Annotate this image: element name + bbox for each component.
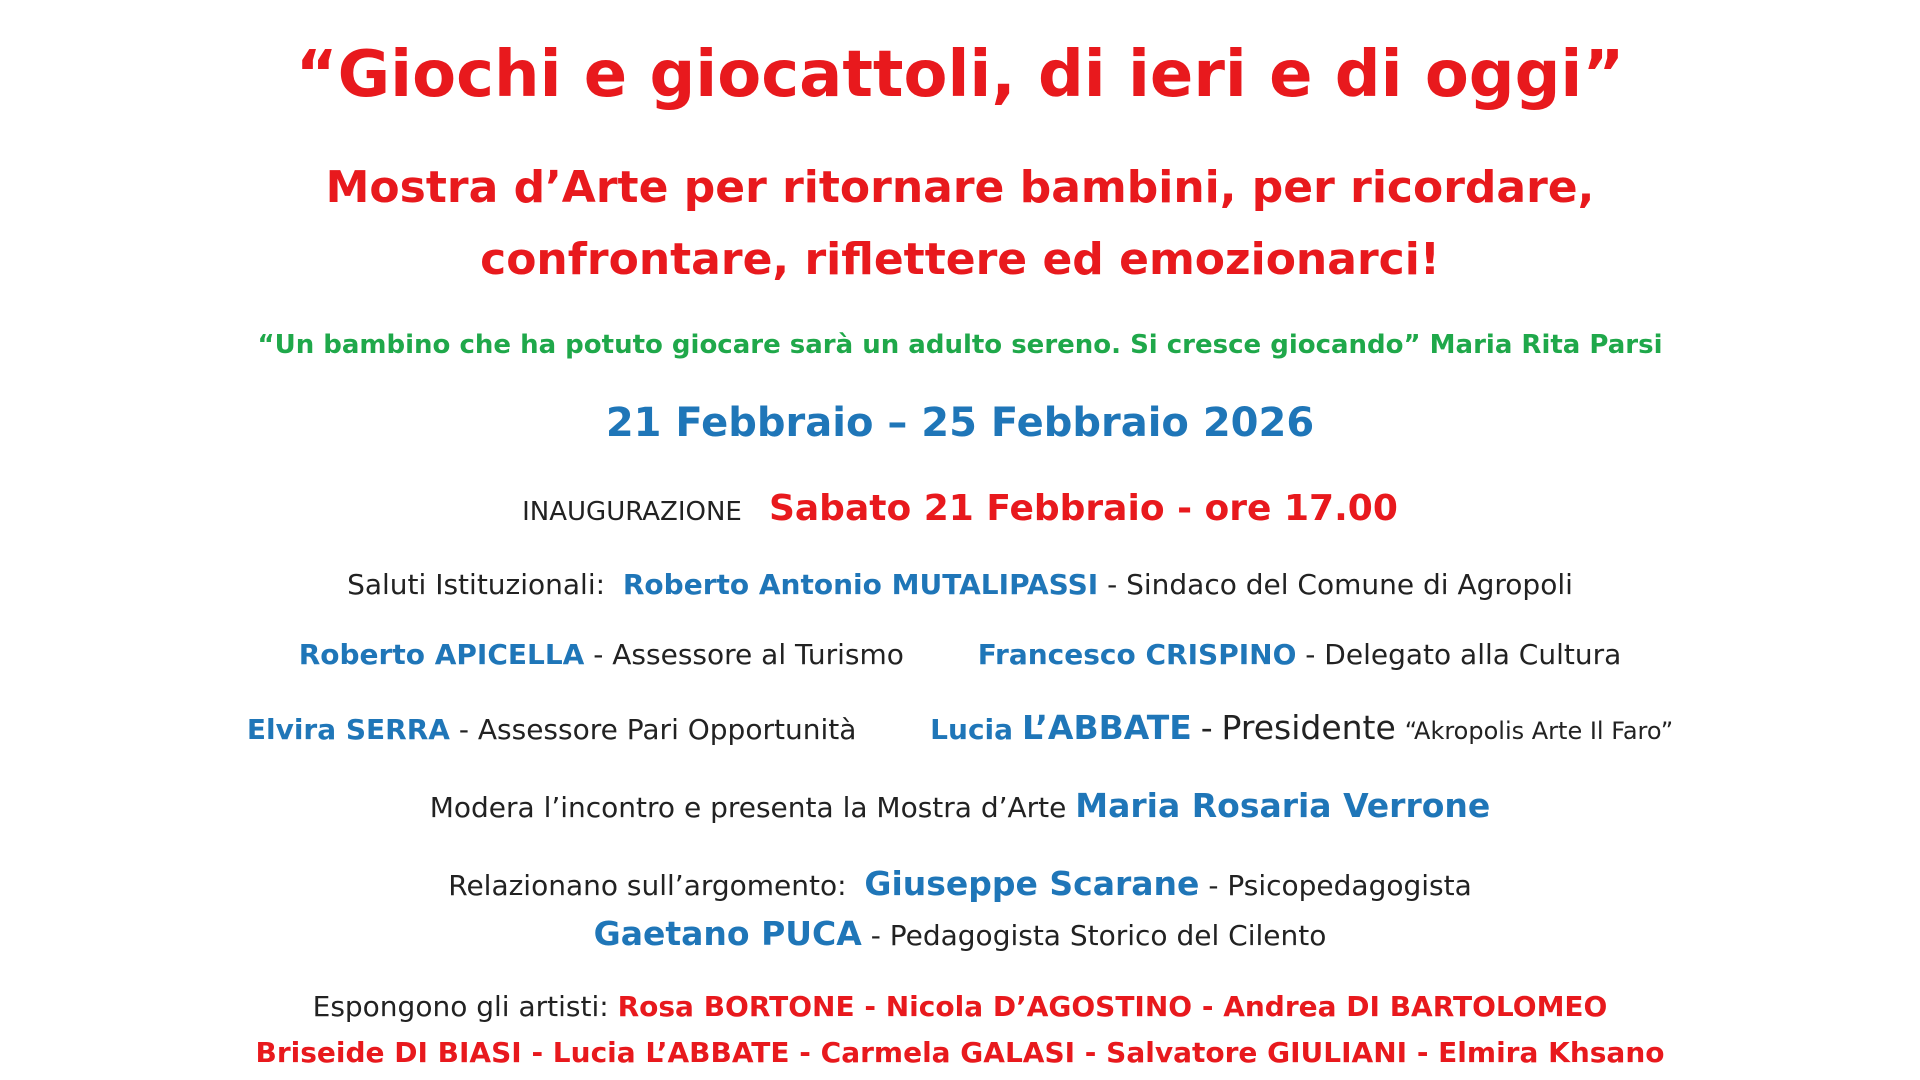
greetings-label: Saluti Istituzionali: <box>347 568 606 601</box>
speakers-label: Relazionano sull’argomento: <box>448 869 847 902</box>
speaker-name: Gaetano PUCA <box>593 914 862 953</box>
exhibition-dates: 21 Febbraio – 25 Febbraio 2026 <box>605 400 1315 446</box>
artists-names-2: Briseide DI BIASI - Lucia L’ABBATE - Carmela GALASI - Salvatore GIULIANI - Elmira Khsano <box>255 1036 1665 1069</box>
quote: “Un bambino che ha potuto giocare sarà un adulto sereno. Si cresce giocando” Maria Rita Parsi <box>257 330 1663 360</box>
speaker-name: Giuseppe Scarane <box>864 864 1200 903</box>
inauguration-datetime: Sabato 21 Febbraio - ore 17.00 <box>768 488 1398 529</box>
association-name: “Akropolis Arte Il Faro” <box>1404 717 1674 745</box>
official-role: - Delegato alla Cultura <box>1305 638 1622 671</box>
speaker-role: - Pedagogista Storico del Cilento <box>870 919 1327 952</box>
official-role: - Assessore Pari Opportunità <box>458 713 857 746</box>
speakers-line-1 <box>0 864 1920 903</box>
moderator-name: Maria Rosaria Verrone <box>1075 786 1491 825</box>
president-first-name: Lucia <box>930 713 1014 746</box>
mayor-name: Roberto Antonio MUTALIPASSI <box>622 568 1099 601</box>
president-dash: - <box>1200 708 1213 747</box>
president-role: Presidente <box>1221 708 1396 747</box>
artists-line-2 <box>0 1036 1920 1069</box>
artists-line-1 <box>0 990 1920 1023</box>
artists-names-1: Rosa BORTONE - Nicola D’AGOSTINO - Andrea DI BARTOLOMEO <box>617 990 1608 1023</box>
subtitle-line-1: Mostra d’Arte per ritornare bambini, per ricordare, <box>325 162 1595 213</box>
poster-title: “Giochi e giocattoli, di ieri e di oggi” <box>295 38 1625 112</box>
official-name: Francesco CRISPINO <box>977 638 1297 671</box>
moderator-label: Modera l’incontro e presenta la Mostra d’Arte <box>429 791 1067 824</box>
officials-line-2 <box>0 708 1920 747</box>
inauguration-label: INAUGURAZIONE <box>522 497 742 527</box>
artists-label: Espongono gli artisti: <box>312 990 609 1023</box>
official-name: Elvira SERRA <box>246 713 450 746</box>
president-last-name: L’ABBATE <box>1021 708 1192 747</box>
mayor-role: - Sindaco del Comune di Agropoli <box>1107 568 1573 601</box>
moderator-line <box>0 786 1920 825</box>
subtitle-line-2: confrontare, riflettere ed emozionarci! <box>480 234 1440 285</box>
official-role: - Assessore al Turismo <box>593 638 904 671</box>
inauguration-line <box>0 488 1920 529</box>
greetings-line <box>0 568 1920 601</box>
speaker-role: - Psicopedagogista <box>1208 869 1472 902</box>
officials-line-1 <box>0 638 1920 671</box>
official-name: Roberto APICELLA <box>298 638 585 671</box>
speakers-line-2 <box>0 914 1920 953</box>
